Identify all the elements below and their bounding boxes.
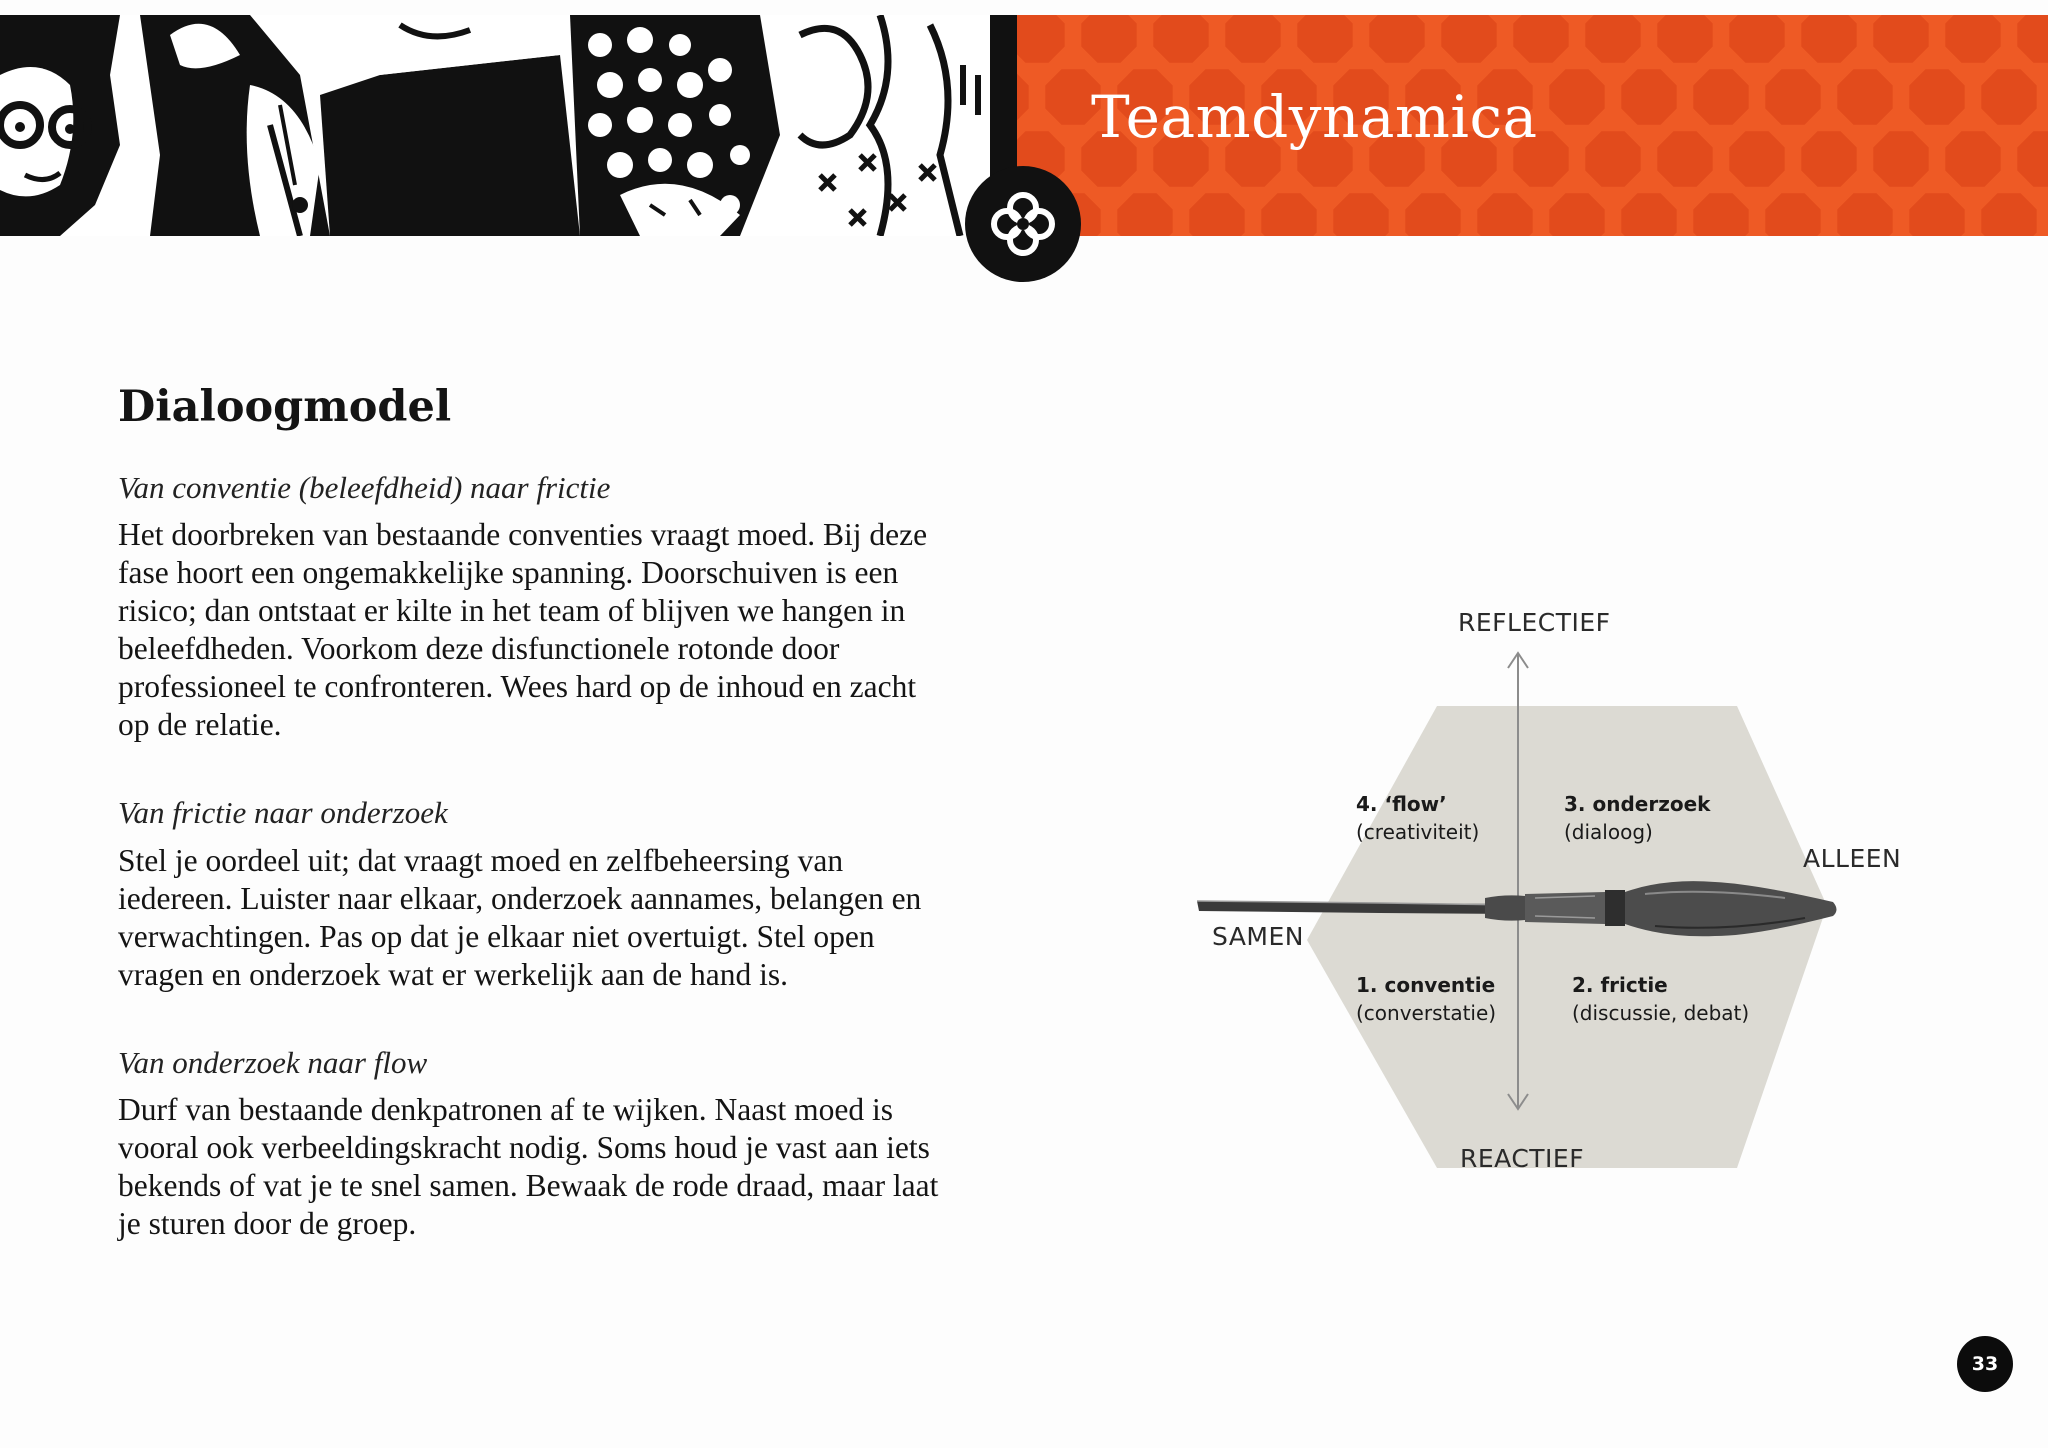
pattern-octagon bbox=[1729, 131, 1784, 186]
dialogue-model-diagram bbox=[1185, 598, 1925, 1178]
pattern-octagon bbox=[1765, 193, 1820, 236]
hexagon-shape bbox=[1307, 706, 1827, 1168]
pattern-octagon bbox=[1657, 15, 1712, 63]
section-paragraph bbox=[118, 842, 1018, 994]
paragraph-line: Het doorbreken van bestaande conventies vraagt moed. Bij deze bbox=[118, 517, 928, 552]
pattern-octagon bbox=[1549, 193, 1604, 236]
quadrant-conventie-subtitle: (converstatie) bbox=[1356, 1001, 1497, 1025]
pattern-octagon bbox=[1477, 193, 1532, 236]
pattern-octagon bbox=[1081, 15, 1136, 63]
paragraph-line: Durf van bestaande denkpatronen af te wijken. Naast moed is bbox=[118, 1092, 893, 1127]
pattern-octagon bbox=[1369, 15, 1424, 63]
paragraph-line: Stel je oordeel uit; dat vraagt moed en zelfbeheersing van bbox=[118, 843, 844, 878]
pattern-octagon bbox=[1189, 193, 1244, 236]
pattern-octagon bbox=[1657, 131, 1712, 186]
axis-label-left: SAMEN bbox=[1212, 922, 1305, 951]
quadrant-onderzoek-title: 3. onderzoek bbox=[1564, 792, 1711, 816]
paragraph-line: iedereen. Luister naar elkaar, onderzoek aannames, belangen en bbox=[118, 881, 922, 916]
quadrant-flow-title: 4. ‘flow’ bbox=[1356, 792, 1447, 816]
pattern-octagon bbox=[1621, 193, 1676, 236]
quadrant-flow-subtitle: (creativiteit) bbox=[1356, 820, 1480, 844]
paragraph-line: professioneel te confronteren. Wees hard op de inhoud en zacht bbox=[118, 669, 917, 704]
pattern-octagon bbox=[1333, 193, 1388, 236]
pattern-octagon bbox=[1225, 15, 1280, 63]
axis-label-bottom: REACTIEF bbox=[1460, 1144, 1585, 1173]
pattern-octagon bbox=[1873, 15, 1928, 63]
pattern-octagon bbox=[1017, 69, 1029, 124]
pattern-octagon bbox=[2017, 15, 2048, 63]
pattern-octagon bbox=[1585, 15, 1640, 63]
pattern-octagon bbox=[1981, 193, 2036, 236]
paragraph-line: risico; dan ontstaat er kilte in het team of blijven we hangen in bbox=[118, 593, 906, 628]
pattern-octagon bbox=[1297, 15, 1352, 63]
section-subtitle: Van frictie naar onderzoek bbox=[118, 795, 448, 830]
paragraph-line: op de relatie. bbox=[118, 707, 282, 742]
pattern-octagon bbox=[1945, 15, 2000, 63]
pattern-octagon bbox=[1837, 193, 1892, 236]
quadrant-conventie-title: 1. conventie bbox=[1356, 973, 1496, 997]
paragraph-line: vragen en onderzoek wat er werkelijk aan de hand is. bbox=[118, 957, 788, 992]
four-petal-flower-icon bbox=[965, 166, 1081, 282]
pattern-octagon bbox=[1801, 131, 1856, 186]
paragraph-line: vooral ook verbeeldingskracht nodig. Soms houd je vast aan iets bbox=[118, 1130, 930, 1165]
badge bbox=[965, 166, 1081, 282]
pattern-octagon bbox=[1513, 15, 1568, 63]
section-title: Teamdynamica bbox=[1091, 83, 1538, 151]
pattern-octagon bbox=[2017, 131, 2048, 186]
quadrant-onderzoek-subtitle: (dialoog) bbox=[1564, 820, 1653, 844]
axis-label-top: REFLECTIEF bbox=[1458, 608, 1611, 637]
black-white-people-illustration bbox=[0, 15, 1017, 236]
pattern-octagon bbox=[1945, 131, 2000, 186]
section-paragraph bbox=[118, 1091, 1018, 1243]
pattern-octagon bbox=[1981, 69, 2036, 124]
paragraph-line: fase hoort een ongemakkelijke spanning. Doorschuiven is een bbox=[118, 555, 899, 590]
axis-label-right: ALLEEN bbox=[1803, 844, 1902, 873]
pattern-octagon bbox=[1693, 69, 1748, 124]
pattern-octagon bbox=[1729, 15, 1784, 63]
section-paragraph bbox=[118, 516, 1018, 744]
pattern-octagon bbox=[1017, 15, 1065, 63]
page-heading: Dialoogmodel bbox=[118, 382, 452, 432]
pattern-octagon bbox=[1261, 193, 1316, 236]
pattern-octagon bbox=[1585, 131, 1640, 186]
page-number-badge: 33 bbox=[1957, 1336, 2013, 1392]
pattern-octagon bbox=[1405, 193, 1460, 236]
title-banner bbox=[1017, 15, 2048, 236]
pattern-octagon bbox=[1117, 193, 1172, 236]
pattern-octagon bbox=[1621, 69, 1676, 124]
page-header bbox=[0, 0, 2048, 236]
pattern-octagon bbox=[1153, 15, 1208, 63]
section-subtitle: Van conventie (beleefdheid) naar frictie bbox=[118, 470, 611, 505]
pattern-octagon bbox=[1549, 69, 1604, 124]
paragraph-line: verwachtingen. Pas op dat je elkaar niet overtuigt. Stel open bbox=[118, 919, 875, 954]
pattern-octagon bbox=[1801, 15, 1856, 63]
diagram-graphic bbox=[1185, 598, 1925, 1178]
paragraph-line: beleefdheden. Voorkom deze disfunctionele rotonde door bbox=[118, 631, 840, 666]
paragraph-line: bekends of vat je te snel samen. Bewaak de rode draad, maar laat bbox=[118, 1168, 939, 1203]
pattern-octagon bbox=[1909, 69, 1964, 124]
pattern-octagon bbox=[1873, 131, 1928, 186]
paragraph-line: je sturen door de groep. bbox=[118, 1206, 417, 1241]
quadrant-frictie-title: 2. frictie bbox=[1572, 973, 1668, 997]
pattern-octagon bbox=[1441, 15, 1496, 63]
pattern-octagon bbox=[1765, 69, 1820, 124]
pattern-octagon bbox=[1909, 193, 1964, 236]
pattern-octagon bbox=[1693, 193, 1748, 236]
quadrant-frictie-subtitle: (discussie, debat) bbox=[1572, 1001, 1750, 1025]
section-subtitle: Van onderzoek naar flow bbox=[118, 1045, 428, 1080]
pattern-octagon bbox=[1837, 69, 1892, 124]
